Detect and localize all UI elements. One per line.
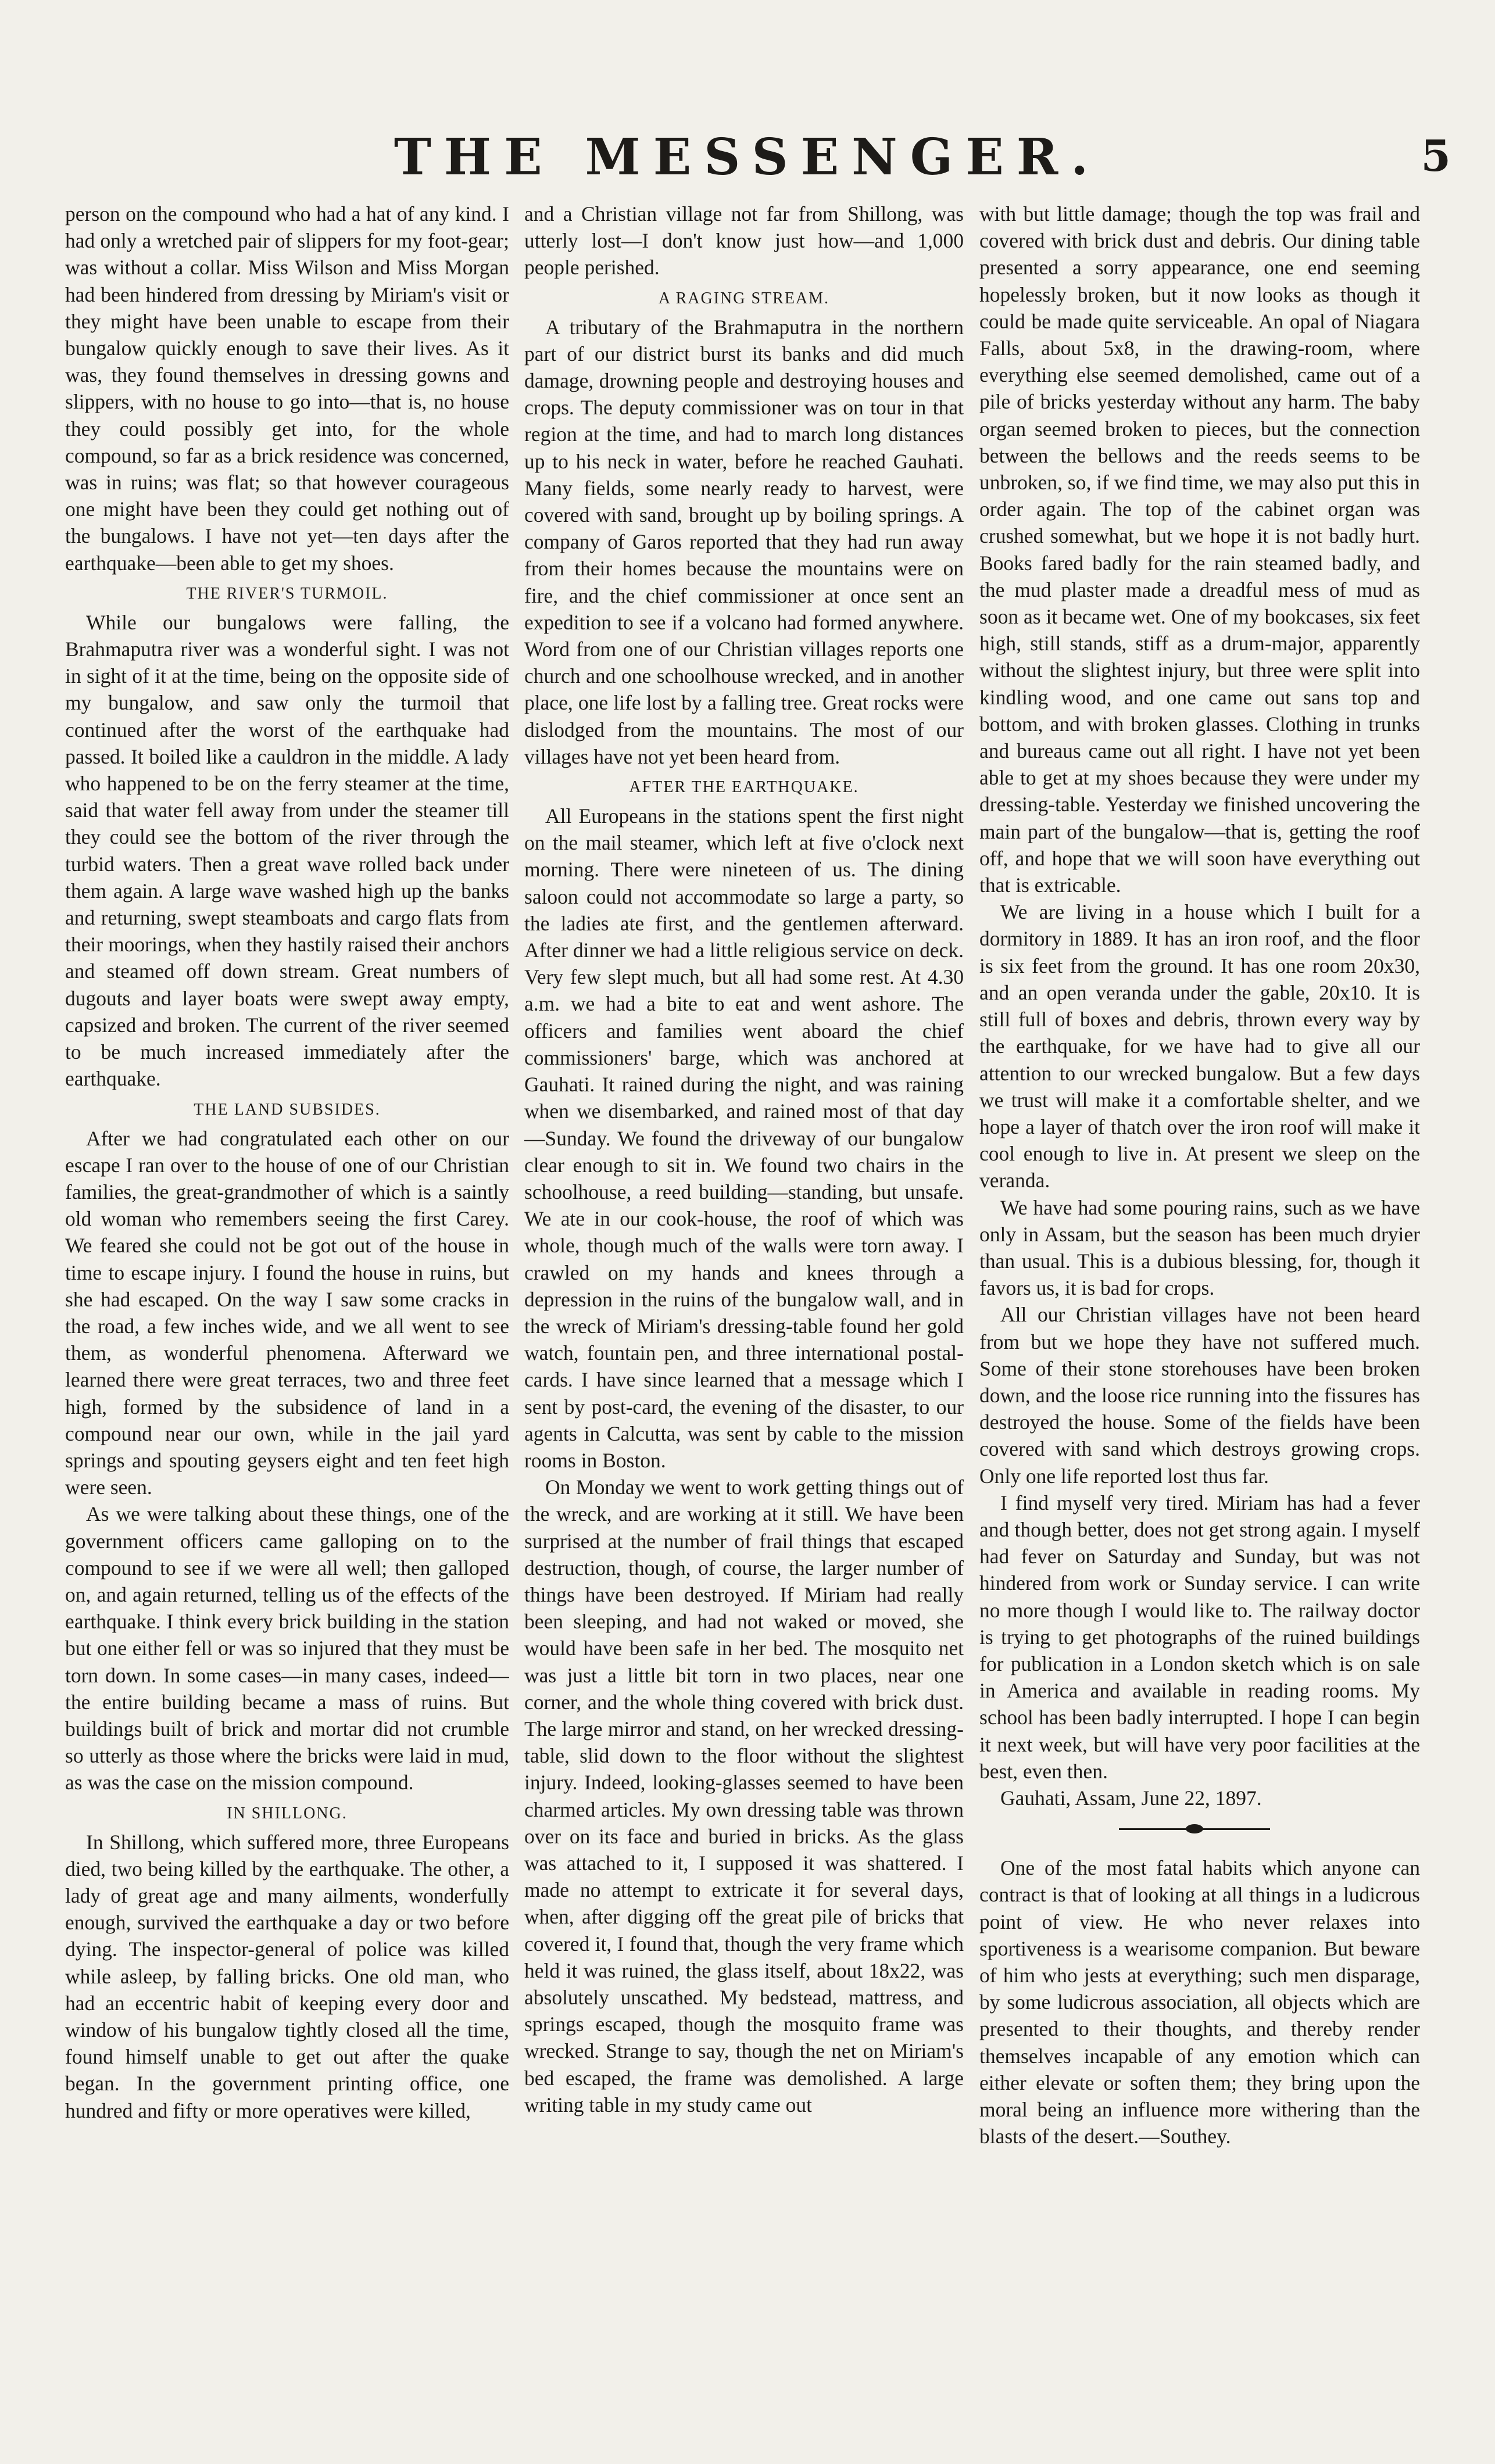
paragraph: A tributary of the Brahmaputra in the northern part of our district burst its banks and did much damage, drowning people and destroying houses and crops. The deputy commissioner was on tour in that region at the time, and had to march long distances up to his neck in water, before he reached Gauhati. Many fields, some nearly ready to harvest, were covered with sand, brought up by boiling springs. A company of Garos reported that they had run away from their homes because the mountains were on fire, and the chief commissioner at once sent an expedition to see if a volcano had formed anywhere. Word from one of our Christian villages reports one church and one schoolhouse wrecked, and in another place, one life lost by a falling tree. Great rocks were dislodged from the mountains. The most of our villages have not yet been heard from. [524,315,964,768]
masthead [0,116,1495,203]
section-heading: AFTER THE EARTHQUAKE. [629,778,859,797]
page-number: 5 [1421,131,1451,181]
paragraph: One of the most fatal habits which anyone can contract is that of looking at all things in a ludicrous point of view. He who never relaxes into sportiveness is a wearisome companion. But beware of him who jests at everything; such men disparage, by some ludicrous association, all objects which are presented to their thoughts, and thereby render themselves incapable of any emotion which can either elevate or soften them; they bring upon the moral being an influence more withering than the blasts of the desert.—Southey. [979,1856,1420,2148]
column-3 [979,200,1420,2432]
paragraph: In Shillong, which suffered more, three Europeans died, two being killed by the earthquake. The other, a lady of great age and many ailments, wonderfully enough, survived the earthquake a day or two before dying. The inspector-general of police was killed while asleep, by falling bricks. One old man, who had an eccentric habit of keeping every door and window of his bungalow tightly closed all the time, found himself unable to get out after the quake began. In the government printing office, one hundred and fifty or more operatives were killed, [65,1830,509,2122]
column-1 [65,200,509,2432]
section-heading: IN SHILLONG. [227,1804,348,1822]
dateline-signature: Gauhati, Assam, June 22, 1897. [1000,1786,1262,1810]
divider-rule [979,1817,1420,1840]
section-heading: A RAGING STREAM. [658,289,830,307]
paragraph: person on the compound who had a hat of any kind. I had only a wretched pair of slippers for my foot-gear; was without a collar. Miss Wilson and Miss Morgan had been hindered from dressing by Miriam's visit or they might have been unable to escape from their bungalow quickly enough to save their lives. As it was, they found themselves in dressing gowns and slippers, with no house to go into—that is, no house they could possibly get into, for the whole compound, so far as a brick residence was concerned, was in ruins; was flat; so that however courageous one might have been they could get nothing out of the bungalows. I have not yet—ten days after the earthquake—been able to get my shoes. [65,202,509,575]
paragraph: As we were talking about these things, one of the government officers came galloping on to the compound to see if we were all well; then galloped on, and again returned, telling us of the effects of the earthquake. I think every brick building in the station but one either fell or was so injured that they must be torn down. In some cases—in many cases, indeed—the entire building became a mass of ruins. But buildings built of brick and mortar did not crumble so utterly as those where the bricks were laid in mud, as was the case on the mission compound. [65,1502,509,1795]
paragraph: After we had congratulated each other on our escape I ran over to the house of one of our Christian families, the great-grandmother of which is a saintly old woman who remembers seeing the first Carey. We feared she could not be got out of the house in time to escape injury. I found the house in ruins, but she had escaped. On the way I saw some cracks in the road, a few inches wide, and we all went to see them, as wonderful phenomena. Afterward we learned there were great terraces, two and three feet high, formed by the subsidence of land in a compound near our own, while in the jail yard springs and spouting geysers eight and ten feet high were seen. [65,1126,509,1499]
paragraph: While our bungalows were falling, the Brahmaputra river was a wonderful sight. I was not in sight of it at the time, being on the opposite side of my bungalow, and saw only the turmoil that continued after the worst of the earthquake had passed. It boiled like a cauldron in the middle. A lady who happened to be on the ferry steamer at the time, said that water fell away from under the steamer till they could see the bottom of the river through the turbid waters. Then a great wave rolled back under them again. A large wave washed high up the banks and returning, swept steamboats and cargo flats from their moorings, when they hastily raised their anchors and steamed off down stream. Great numbers of dugouts and layer boats were swept away empty, capsized and broken. The current of the river seemed to be much increased immediately after the earthquake. [65,610,509,1091]
paragraph: We are living in a house which I built for a dormitory in 1889. It has an iron roof, and the floor is six feet from the ground. It has one room 20x30, and an open veranda under the gable, 20x10. It is still full of boxes and debris, thrown every way by the earthquake, for we have had to give all our attention to our wrecked bungalow. But a few days we trust will make it a comfortable shelter, and we hope a layer of thatch over the iron roof will make it cool enough to live in. At present we sleep on the veranda. [979,900,1420,1192]
publication-title: THE MESSENGER. [394,128,1101,187]
paragraph: On Monday we went to work getting things out of the wreck, and are working at it still. We have been surprised at the number of frail things that escaped destruction, though, of course, the larger number of things have been destroyed. If Miriam had really been sleeping, and had not waked or moved, she would have been safe in her bed. The mosquito net was just a little bit torn in two places, near one corner, and the whole thing covered with brick dust. The large mirror and stand, on her wrecked dressing-table, slid down to the floor without the slightest injury. Indeed, looking-glasses seemed to have been charmed articles. My own dressing table was thrown over on its face and buried in bricks. As the glass was attached to it, I supposed it was shattered. I made no attempt to extricate it for several days, when, after digging off the great pile of bricks that covered it, I found that, though the very frame which held it was ruined, the glass itself, about 18x22, was absolutely unscathed. My bedstead, mattress, and springs escaped, though the mosquito frame was wrecked. Strange to say, though the net on Miriam's bed escaped, the frame was demolished. A large writing table in my study came out [524,1475,964,2116]
paragraph: We have had some pouring rains, such as we have only in Assam, but the season has been much dryier than usual. This is a dubious blessing, for, though it favors us, it is bad for crops. [979,1195,1420,1300]
paragraph: I find myself very tired. Miriam has had a fever and though better, does not get strong again. I myself had fever on Saturday and Sunday, but was not hindered from work or Sunday service. I can write no more though I would like to. The railway doctor is trying to get photographs of the ruined buildings for publication in a London sketch which is on sale in America and available in reading rooms. My school has been badly interrupted. I hope I can begin it next week, but will have very poor facilities at the best, even then. [979,1491,1420,1783]
paragraph: and a Christian village not far from Shillong, was utterly lost—I don't know just how—and 1,000 people perished. [524,202,964,280]
divider-ornament [1186,1824,1203,1833]
paragraph: All Europeans in the stations spent the first night on the mail steamer, which left at five o'clock next morning. There were nineteen of us. The dining saloon could not accommodate so large a party, so the ladies ate first, and the gentlemen afterward. After dinner we had a little religious service on deck. Very few slept much, but all had some rest. At 4.30 a.m. we had a bite to eat and went ashore. The officers and families went aboard the chief commissioners' barge, which was anchored at Gauhati. It rained during the night, and was raining when we disembarked, and rained most of that day—Sunday. We found the driveway of our bungalow clear enough to sit in. We found two chairs in the schoolhouse, a reed building—standing, but unsafe. We ate in our cook-house, the roof of which was whole, though much of the walls were torn away. I crawled on my hands and knees through a depression in the ruins of the bungalow wall, and in the wreck of Miriam's dressing-table found her gold watch, fountain pen, and three international postal-cards. I have since learned that a message which I sent by post-card, the evening of the disaster, to our agents in Calcutta, was sent by cable to the mission rooms in Boston. [524,804,964,1472]
paragraph: All our Christian villages have not been heard from but we hope they have not suffered much. Some of their stone storehouses have been broken down, and the loose rice running into the fissures has destroyed the house. Some of the fields have been covered with sand which destroys growing crops. Only one life reported lost thus far. [979,1303,1420,1488]
column-2 [524,200,964,2432]
section-heading: THE RIVER'S TURMOIL. [186,584,388,603]
paragraph: with but little damage; though the top was frail and covered with brick dust and debris. Our dining table presented a sorry appearance, one end seeming hopelessly broken, but it now looks as though it could be made quite serviceable. An opal of Niagara Falls, about 5x8, in the drawing-room, where everything else seemed demolished, came out of a pile of bricks yesterday without any harm. The baby organ seemed broken to pieces, but the connection between the bellows and the reeds seems to be unbroken, so, if we find time, we may also put this in order again. The top of the cabinet organ was crushed somewhat, but we hope it is not badly hurt. Books fared badly for the rain steamed badly, and the mud plaster made a dreadful mess of mud as soon as it became wet. One of my bookcases, six feet high, still stands, stiff as a drum-major, apparently without the slightest injury, but three were split into kindling wood, and one came out sans top and bottom, and with broken glasses. Clothing in trunks and bureaus came out all right. I have not yet been able to get at my shoes because they were under my dressing-table. Yesterday we finished uncovering the main part of the bungalow—that is, getting the roof off, and hope that we will soon have everything out that is extricable. [979,202,1420,897]
section-heading: THE LAND SUBSIDES. [194,1100,381,1119]
